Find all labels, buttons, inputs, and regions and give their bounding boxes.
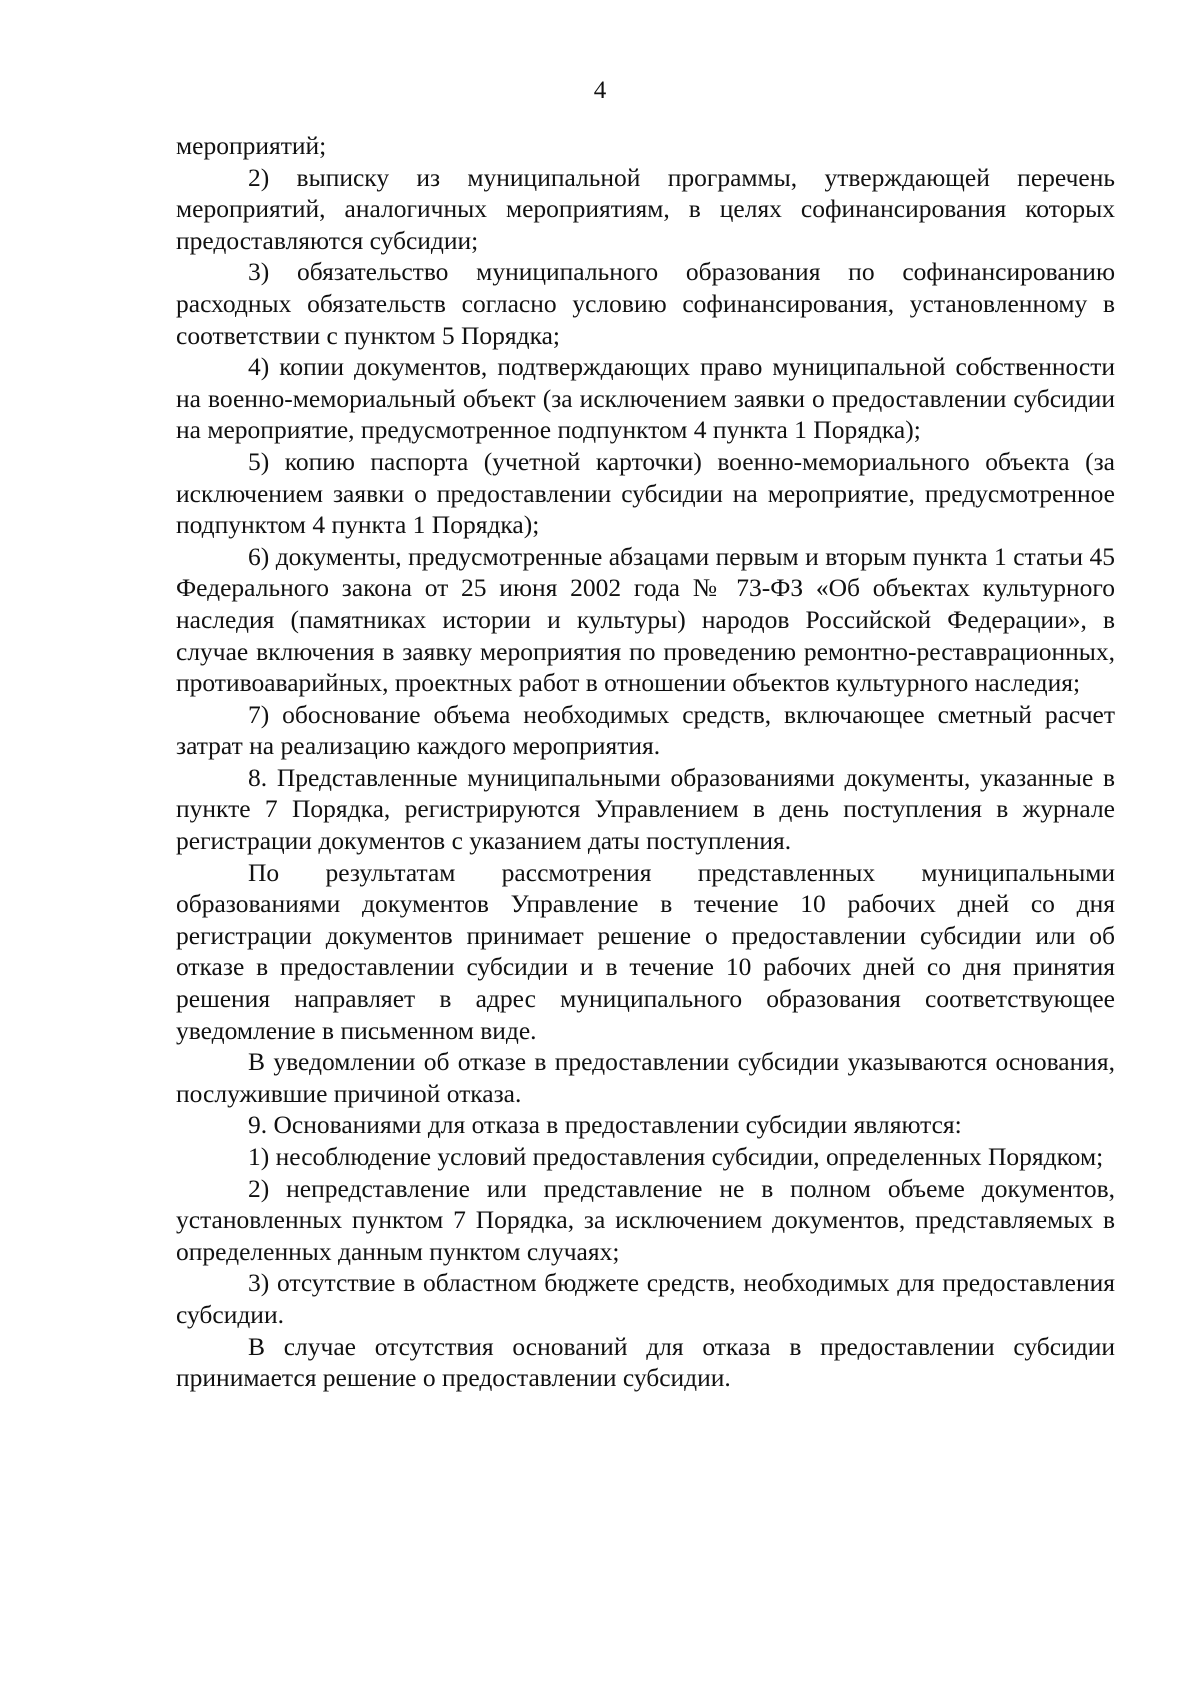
paragraph-section-9: 9. Основаниями для отказа в предоставлении субсидии являются: bbox=[248, 1110, 962, 1140]
paragraph-refusal-reason-3: 3) отсутствие в областном бюджете средств, необходимых для предоставления субсидии. bbox=[176, 1268, 1115, 1329]
paragraph-item-7: 7) обоснование объема необходимых средств, включающее сметный расчет затрат на реализацию каждого мероприятия. bbox=[176, 699, 1115, 761]
paragraph-item-3: 3) обязательство муниципального образования по софинансированию расходных обязательств согласно условию софинансирования, установленному в соответствии с пунктом 5 Порядка; bbox=[176, 257, 1115, 350]
paragraph-item-4: 4) копии документов, подтверждающих право муниципальной собственности на военно-мемориальный объект (за исключением заявки о предоставлении субсидии на мероприятие, предусмотренное подпунктом 4 пункта 1 Порядка); bbox=[176, 352, 1115, 445]
document-body bbox=[176, 130, 1115, 1394]
paragraph-section-8: 8. Представленные муниципальными образованиями документы, указанные в пункте 7 Порядка, регистрируются Управлением в день поступления в журнале регистрации документов с указанием даты поступления. bbox=[176, 762, 1115, 856]
page-number: 4 bbox=[593, 77, 607, 104]
paragraph-refusal-reason-2: 2) непредставление или представление не в полном объеме документов, установленных пунктом 7 Порядка, за исключением документов, представляемых в определенных данным пунктом случаях; bbox=[176, 1173, 1115, 1266]
paragraph-continuation: мероприятий; bbox=[176, 131, 327, 160]
paragraph-review-results: По результатам рассмотрения представленных муниципальными образованиями документов Управление в течение 10 рабочих дней со дня регистрации документов принимает решение о предоставлении субсидии или об отказе в предоставлении субсидии и в течение 10 рабочих дней со дня принятия решения направляет в адрес муниципального образования соответствующее уведомление в письменном виде. bbox=[176, 857, 1115, 1045]
paragraph-refusal-notice: В уведомлении об отказе в предоставлении субсидии указываются основания, послужившие причиной отказа. bbox=[176, 1047, 1115, 1108]
paragraph-item-5: 5) копию паспорта (учетной карточки) военно-мемориального объекта (за исключением заявки о предоставлении субсидии на мероприятие, предусмотренное подпунктом 4 пункта 1 Порядка); bbox=[176, 446, 1115, 540]
paragraph-item-6: 6) документы, предусмотренные абзацами первым и вторым пункта 1 статьи 45 Федерального закона от 25 июня 2002 года № 73-ФЗ «Об объектах культурного наследия (памятниках истории и культуры) народов Российской Федерации», в случае включения в заявку мероприятия по проведению ремонтно-реставрационных, противоаварийных, проектных работ в отношении объектов культурного наследия; bbox=[176, 541, 1115, 698]
paragraph-refusal-reason-1: 1) несоблюдение условий предоставления субсидии, определенных Порядком; bbox=[248, 1142, 1104, 1171]
paragraph-item-2: 2) выписку из муниципальной программы, утверждающей перечень мероприятий, аналогичных мероприятиям, в целях софинансирования которых предоставляются субсидии; bbox=[176, 162, 1115, 255]
paragraph-grant-decision: В случае отсутствия оснований для отказа в предоставлении субсидии принимается решение о предоставлении субсидии. bbox=[176, 1331, 1115, 1393]
